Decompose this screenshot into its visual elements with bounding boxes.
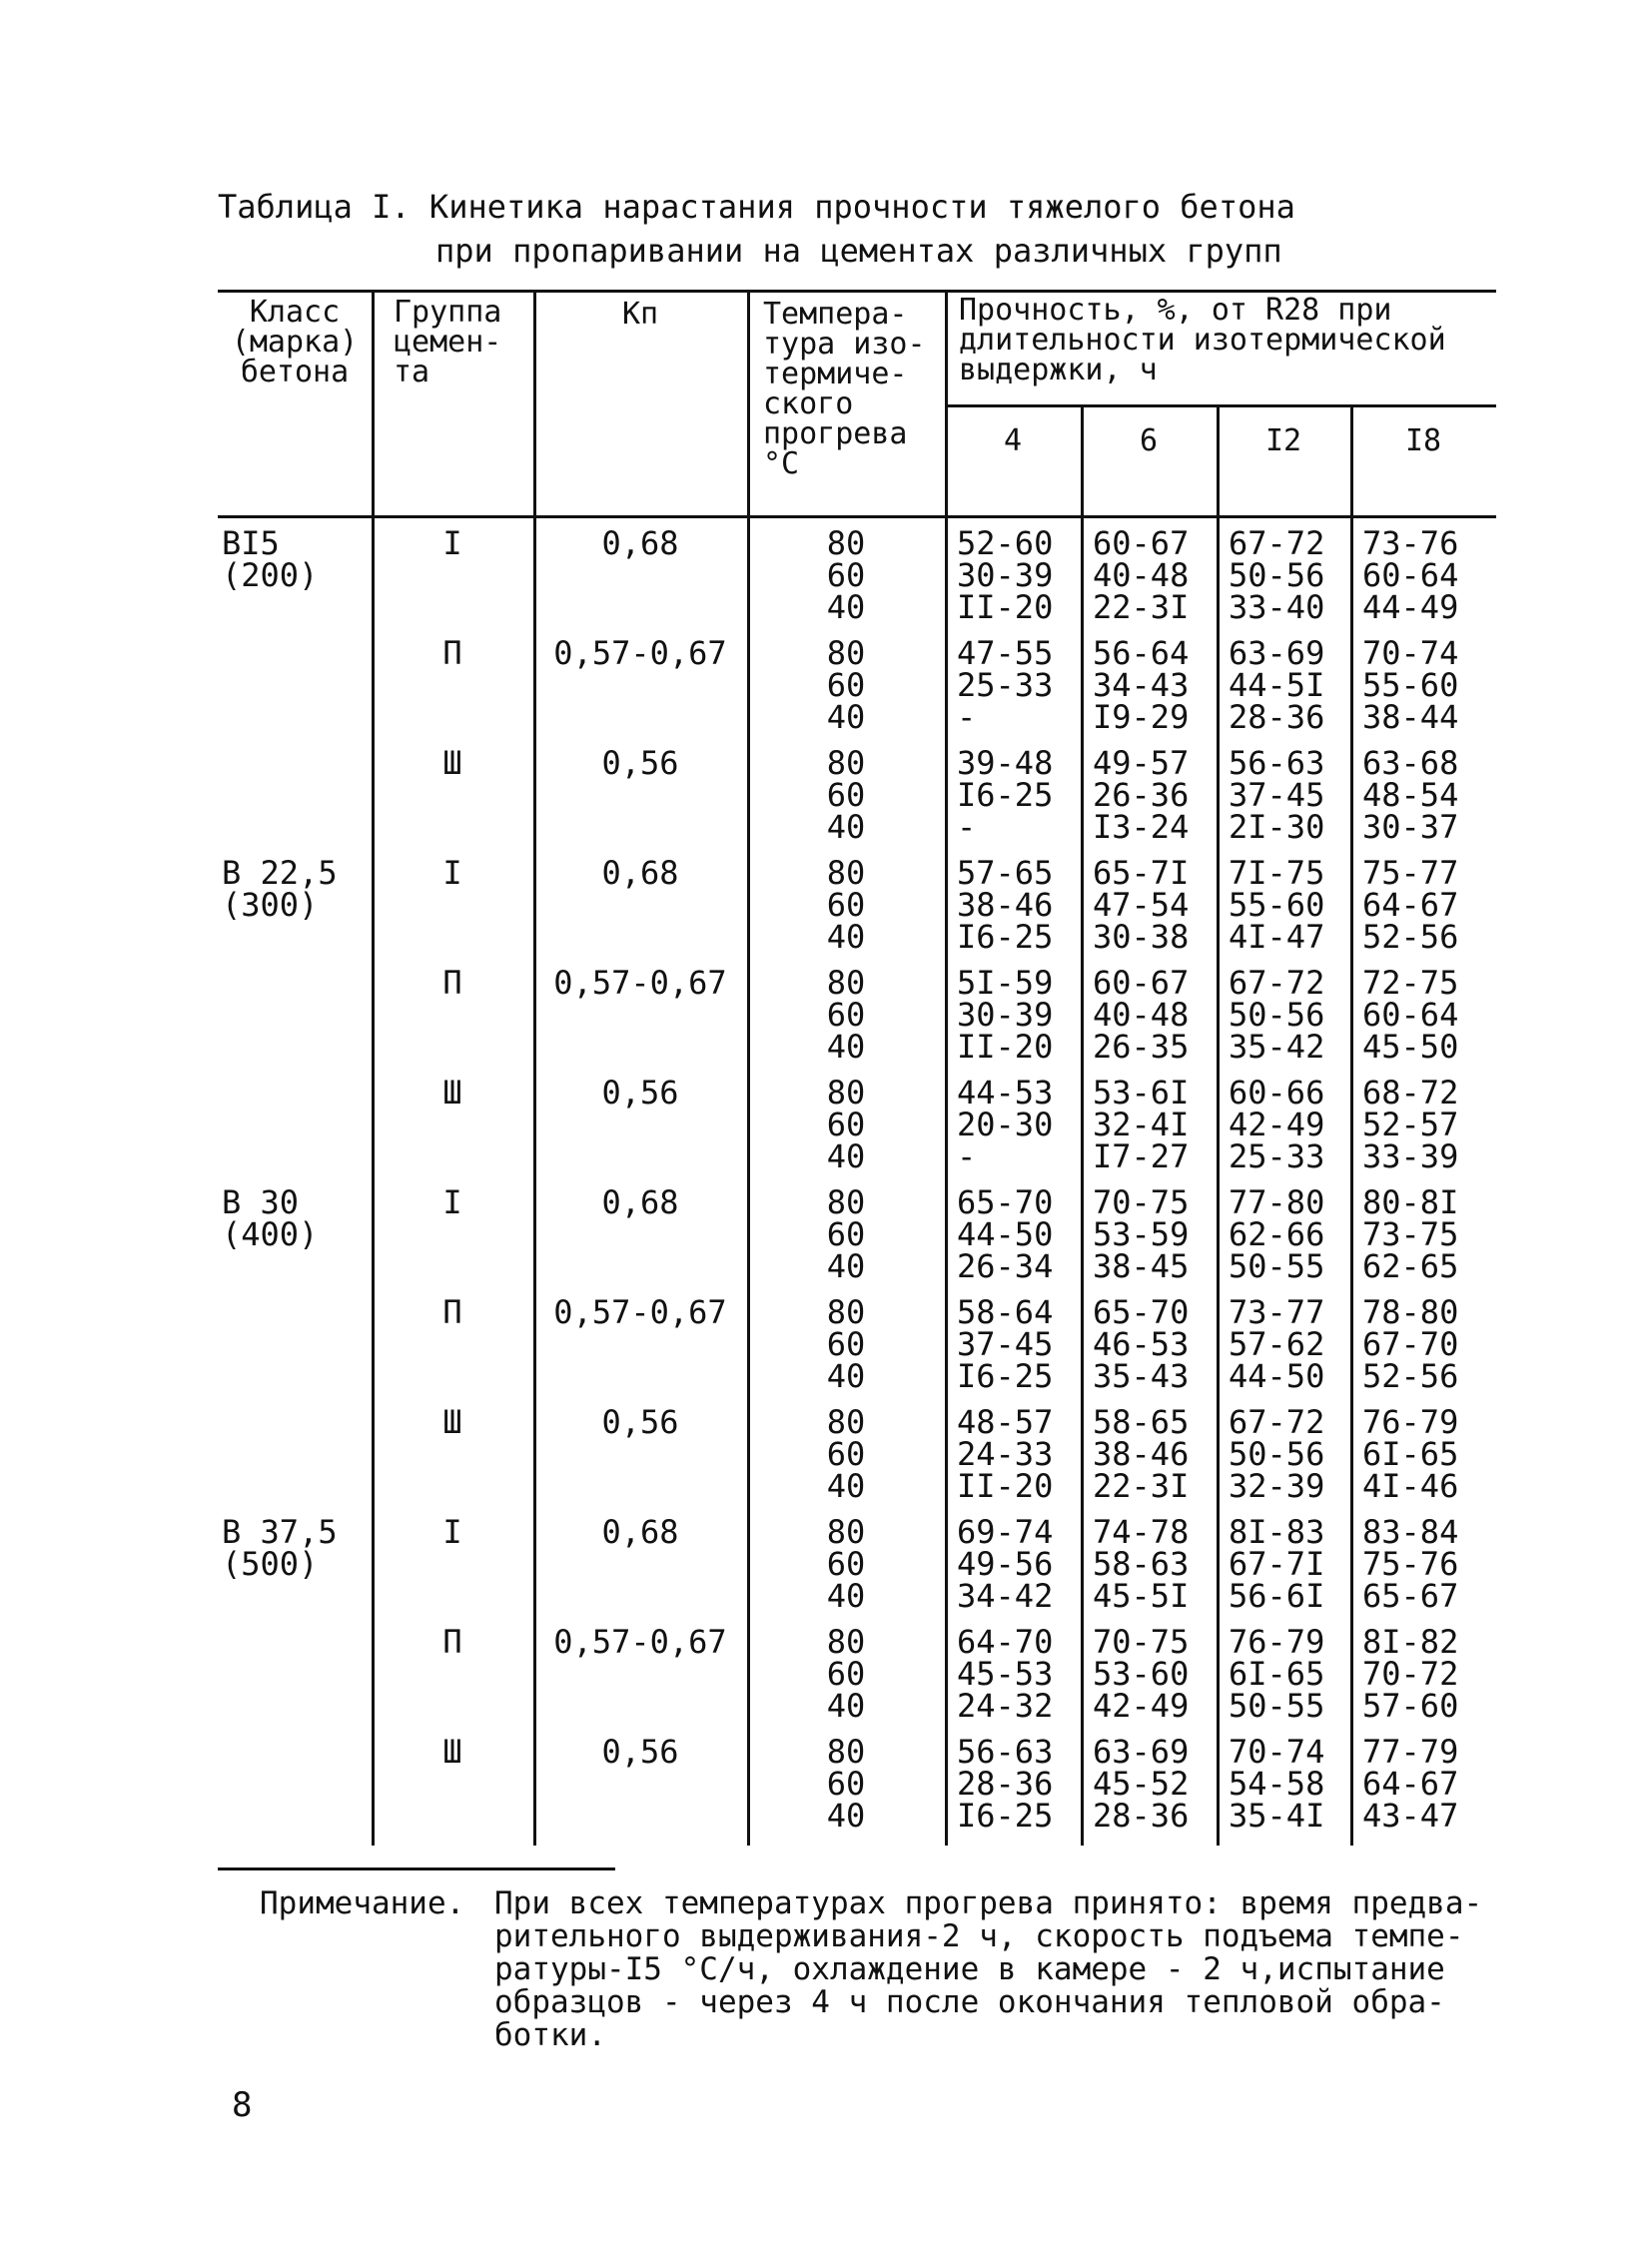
row-strength-h12: 73-77 57-62 44-50 [1229,1293,1325,1395]
column-rule [1217,404,1220,1846]
row-strength-h12: 70-74 54-58 35-4I [1229,1733,1325,1835]
row-strength-h18: 70-74 55-60 38-44 [1362,634,1459,736]
row-strength-h4: 65-70 44-50 26-34 [957,1183,1054,1285]
column-rule [945,290,948,1846]
row-group: П [442,964,462,1002]
row-k: 0,56 [601,1074,679,1112]
row-strength-h18: 83-84 75-76 65-67 [1362,1513,1459,1615]
header-temp: Темпера- тура изо- термиче- ского прогрева °С [763,297,926,481]
row-strength-h18: 76-79 6I-65 4I-46 [1362,1403,1459,1505]
row-strength-h18: 80-8I 73-75 62-65 [1362,1183,1459,1285]
column-rule [533,290,536,1846]
footnote-label: Примечание. [260,1885,465,1921]
row-group: I [442,1183,462,1221]
row-group: П [442,634,462,672]
row-strength-h6: 53-6I 32-4I I7-27 [1093,1074,1190,1175]
column-rule [372,290,375,1846]
row-strength-h6: 60-67 40-48 26-35 [1093,964,1190,1066]
row-strength-h12: 67-72 50-56 35-42 [1229,964,1325,1066]
header-group: Группа цемен- та [394,295,502,389]
row-group: Ш [442,1403,462,1441]
row-strength-h18: 77-79 64-67 43-47 [1362,1733,1459,1835]
row-temperatures: 80 60 40 [826,634,866,736]
header-k: Кп [621,297,659,332]
row-k: 0,68 [601,854,679,892]
row-strength-h6: 70-75 53-59 38-45 [1093,1183,1190,1285]
table-title [218,185,1295,273]
row-temperatures: 80 60 40 [826,854,866,956]
row-class: B 37,5 (500) [222,1513,338,1583]
row-group: I [442,854,462,892]
row-strength-h4: 48-57 24-33 II-20 [957,1403,1054,1505]
row-strength-h4: 39-48 I6-25 - [957,744,1054,846]
row-k: 0,68 [601,1183,679,1221]
row-k: 0,56 [601,744,679,782]
row-strength-h6: 65-70 46-53 35-43 [1093,1293,1190,1395]
row-group: П [442,1623,462,1661]
row-k: 0,68 [601,524,679,562]
row-strength-h4: 47-55 25-33 - [957,634,1054,736]
row-strength-h4: 58-64 37-45 I6-25 [957,1293,1054,1395]
row-temperatures: 80 60 40 [826,1733,866,1835]
header-hours-2: 6 [1139,423,1159,458]
row-strength-h4: 52-60 30-39 II-20 [957,524,1054,626]
row-strength-h12: 67-72 50-56 33-40 [1229,524,1325,626]
row-temperatures: 80 60 40 [826,744,866,846]
header-hours-4: I8 [1404,423,1442,458]
row-k: 0,68 [601,1513,679,1551]
header-bottom-rule [218,515,1496,518]
row-k: 0,57-0,67 [553,1293,727,1331]
row-k: 0,56 [601,1733,679,1771]
row-strength-h4: 64-70 45-53 24-32 [957,1623,1054,1725]
row-strength-h18: 63-68 48-54 30-37 [1362,744,1459,846]
header-class: Класс (марка) бетона [231,295,359,389]
row-strength-h6: 60-67 40-48 22-3I [1093,524,1190,626]
column-rule [1350,404,1353,1846]
row-temperatures: 80 60 40 [826,1623,866,1725]
row-group: Ш [442,1733,462,1771]
row-strength-h4: 69-74 49-56 34-42 [957,1513,1054,1615]
row-strength-h18: 75-77 64-67 52-56 [1362,854,1459,956]
row-strength-h4: 44-53 20-30 - [957,1074,1054,1175]
header-hours-3: I2 [1264,423,1302,458]
row-strength-h6: 65-7I 47-54 30-38 [1093,854,1190,956]
row-strength-h12: 67-72 50-56 32-39 [1229,1403,1325,1505]
footnote-rule [218,1868,615,1870]
row-strength-h6: 70-75 53-60 42-49 [1093,1623,1190,1725]
row-strength-h12: 76-79 6I-65 50-55 [1229,1623,1325,1725]
row-strength-h6: 74-78 58-63 45-5I [1093,1513,1190,1615]
page-number: 8 [232,2085,253,2125]
row-strength-h18: 8I-82 70-72 57-60 [1362,1623,1459,1725]
footnote-text: При всех температурах прогрева принято: время предва-рительного выдерживания-2 ч, скорость подъема темпе-ратуры-I5 °С/ч, охлаждение в камере - 2 ч,испытание образцов - через 4 ч после окончания тепловой обра-ботки. [494,1885,1483,2053]
row-strength-h6: 56-64 34-43 I9-29 [1093,634,1190,736]
row-k: 0,57-0,67 [553,1623,727,1661]
header-mid-rule [945,404,1496,407]
header-hours-1: 4 [1003,423,1023,458]
row-temperatures: 80 60 40 [826,1183,866,1285]
title-line-1: Таблица I. Кинетика нарастания прочности тяжелого бетона [218,188,1295,226]
row-strength-h12: 8I-83 67-7I 56-6I [1229,1513,1325,1615]
row-temperatures: 80 60 40 [826,1403,866,1505]
row-group: Ш [442,1074,462,1112]
row-strength-h4: 57-65 38-46 I6-25 [957,854,1054,956]
row-k: 0,57-0,67 [553,634,727,672]
row-group: Ш [442,744,462,782]
row-temperatures: 80 60 40 [826,964,866,1066]
row-strength-h12: 63-69 44-5I 28-36 [1229,634,1325,736]
row-strength-h6: 63-69 45-52 28-36 [1093,1733,1190,1835]
row-class: B 30 (400) [222,1183,319,1253]
header-strength: Прочность, %, от R28 при длительности изотермической выдержки, ч [959,293,1446,387]
row-group: I [442,1513,462,1551]
row-strength-h18: 73-76 60-64 44-49 [1362,524,1459,626]
row-class: BI5 (200) [222,524,319,594]
row-strength-h6: 49-57 26-36 I3-24 [1093,744,1190,846]
title-line-2: при пропаривании на цементах различных групп [435,232,1282,270]
row-k: 0,56 [601,1403,679,1441]
row-strength-h18: 72-75 60-64 45-50 [1362,964,1459,1066]
row-temperatures: 80 60 40 [826,1513,866,1615]
row-strength-h4: 56-63 28-36 I6-25 [957,1733,1054,1835]
row-strength-h4: 5I-59 30-39 II-20 [957,964,1054,1066]
column-rule [1081,404,1084,1846]
row-strength-h18: 68-72 52-57 33-39 [1362,1074,1459,1175]
row-group: I [442,524,462,562]
row-strength-h12: 60-66 42-49 25-33 [1229,1074,1325,1175]
row-temperatures: 80 60 40 [826,524,866,626]
column-rule [747,290,750,1846]
row-strength-h12: 56-63 37-45 2I-30 [1229,744,1325,846]
row-temperatures: 80 60 40 [826,1293,866,1395]
row-strength-h12: 77-80 62-66 50-55 [1229,1183,1325,1285]
row-strength-h12: 7I-75 55-60 4I-47 [1229,854,1325,956]
row-class: B 22,5 (300) [222,854,338,924]
row-group: П [442,1293,462,1331]
row-k: 0,57-0,67 [553,964,727,1002]
row-temperatures: 80 60 40 [826,1074,866,1175]
row-strength-h6: 58-65 38-46 22-3I [1093,1403,1190,1505]
row-strength-h18: 78-80 67-70 52-56 [1362,1293,1459,1395]
